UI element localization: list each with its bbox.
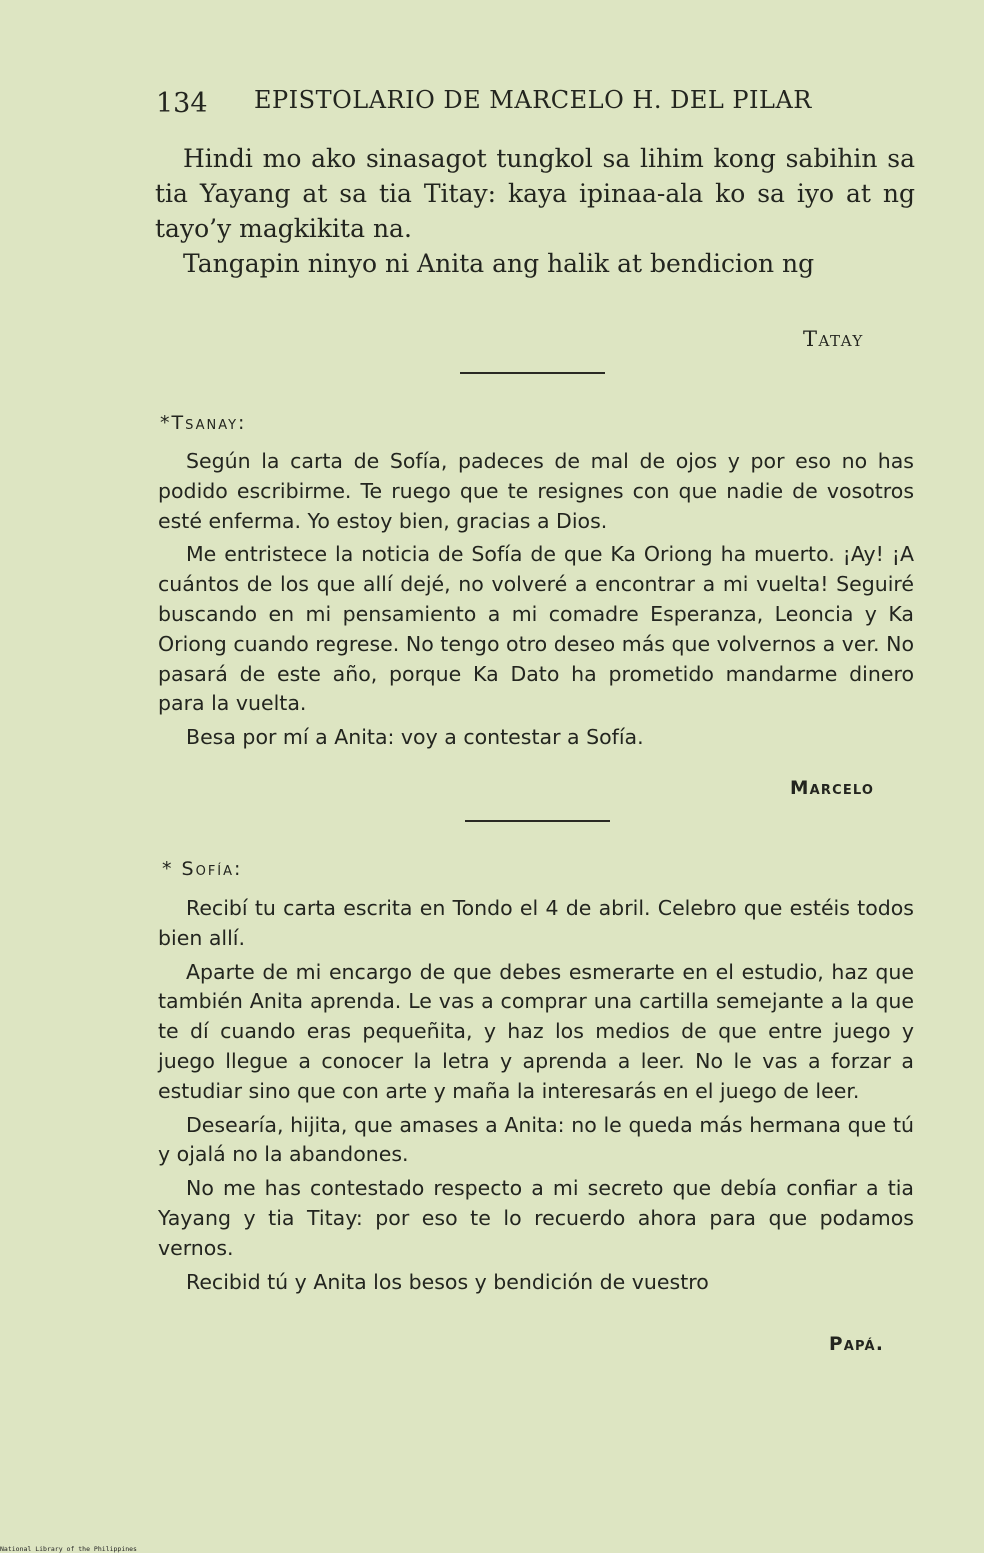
- section-divider: [465, 820, 610, 822]
- salutation-tsanay: *Tsanay:: [160, 412, 247, 434]
- running-title: EPISTOLARIO DE MARCELO H. DEL PILAR: [254, 86, 812, 114]
- letter-tagalog-body: [155, 141, 915, 281]
- salutation-sofia: * Sofía:: [162, 858, 243, 880]
- paragraph: Según la carta de Sofía, padeces de mal de ojos y por eso no has podido escribirme. Te ruego que te resignes con que nadie de vosotros esté enferma. Yo estoy bien, gracias a Dios.: [158, 449, 914, 533]
- letter-tsanay-body: [158, 447, 914, 753]
- section-divider: [460, 372, 605, 374]
- signature-tatay: Tatay: [803, 327, 864, 351]
- paragraph: Besa por mí a Anita: voy a contestar a Sofía.: [186, 725, 644, 750]
- paragraph: Recibí tu carta escrita en Tondo el 4 de abril. Celebro que estéis todos bien allí.: [158, 896, 914, 950]
- paragraph: Hindi mo ako sinasagot tungkol sa lihim kong sabihin sa tia Yayang at sa tia Titay: kaya ipinaa-ala ko sa iyo at ng tayo’y magkikita na.: [155, 144, 915, 243]
- library-credit: National Library of the Philippines: [0, 1545, 137, 1553]
- signature-papa: Papá.: [829, 1334, 885, 1355]
- page-number: 134: [156, 88, 208, 119]
- letter-sofia-body: [158, 894, 914, 1297]
- paragraph: Tangapin ninyo ni Anita ang halik at bendicion ng: [183, 249, 815, 278]
- page-header: [156, 84, 856, 124]
- paragraph: Me entristece la noticia de Sofía de que Ka Oriong ha muerto. ¡Ay! ¡A cuántos de los que allí dejé, no volveré a encontrar a mi vuelta! Seguiré buscando en mi pensamiento a mi comadre Esperanza, Leoncia y Ka Oriong cuando regrese. No tengo otro deseo más que volvernos a ver. No pasará de este año, porque Ka Dato ha prometido mandarme dinero para la vuelta.: [158, 542, 914, 716]
- paragraph: Desearía, hijita, que amases a Anita: no le queda más hermana que tú y ojalá no la abandones.: [158, 1112, 914, 1167]
- paragraph: No me has contestado respecto a mi secreto que debía confiar a tia Yayang y tia Titay: por eso te lo recuerdo ahora para que podamos vernos.: [158, 1176, 914, 1260]
- paragraph: Aparte de mi encargo de que debes esmerarte en el estudio, haz que también Anita aprenda. Le vas a comprar una cartilla semejante a la que te dí cuando eras pequeñita, y haz los medios de que entre juego y juego llegue a conocer la letra y aprenda a leer. No le vas a forzar a estudiar sino que con arte y maña la interesarás en el juego de leer.: [158, 959, 914, 1103]
- signature-marcelo: Marcelo: [790, 778, 875, 799]
- paragraph: Recibid tú y Anita los besos y bendición de vuestro: [186, 1269, 709, 1294]
